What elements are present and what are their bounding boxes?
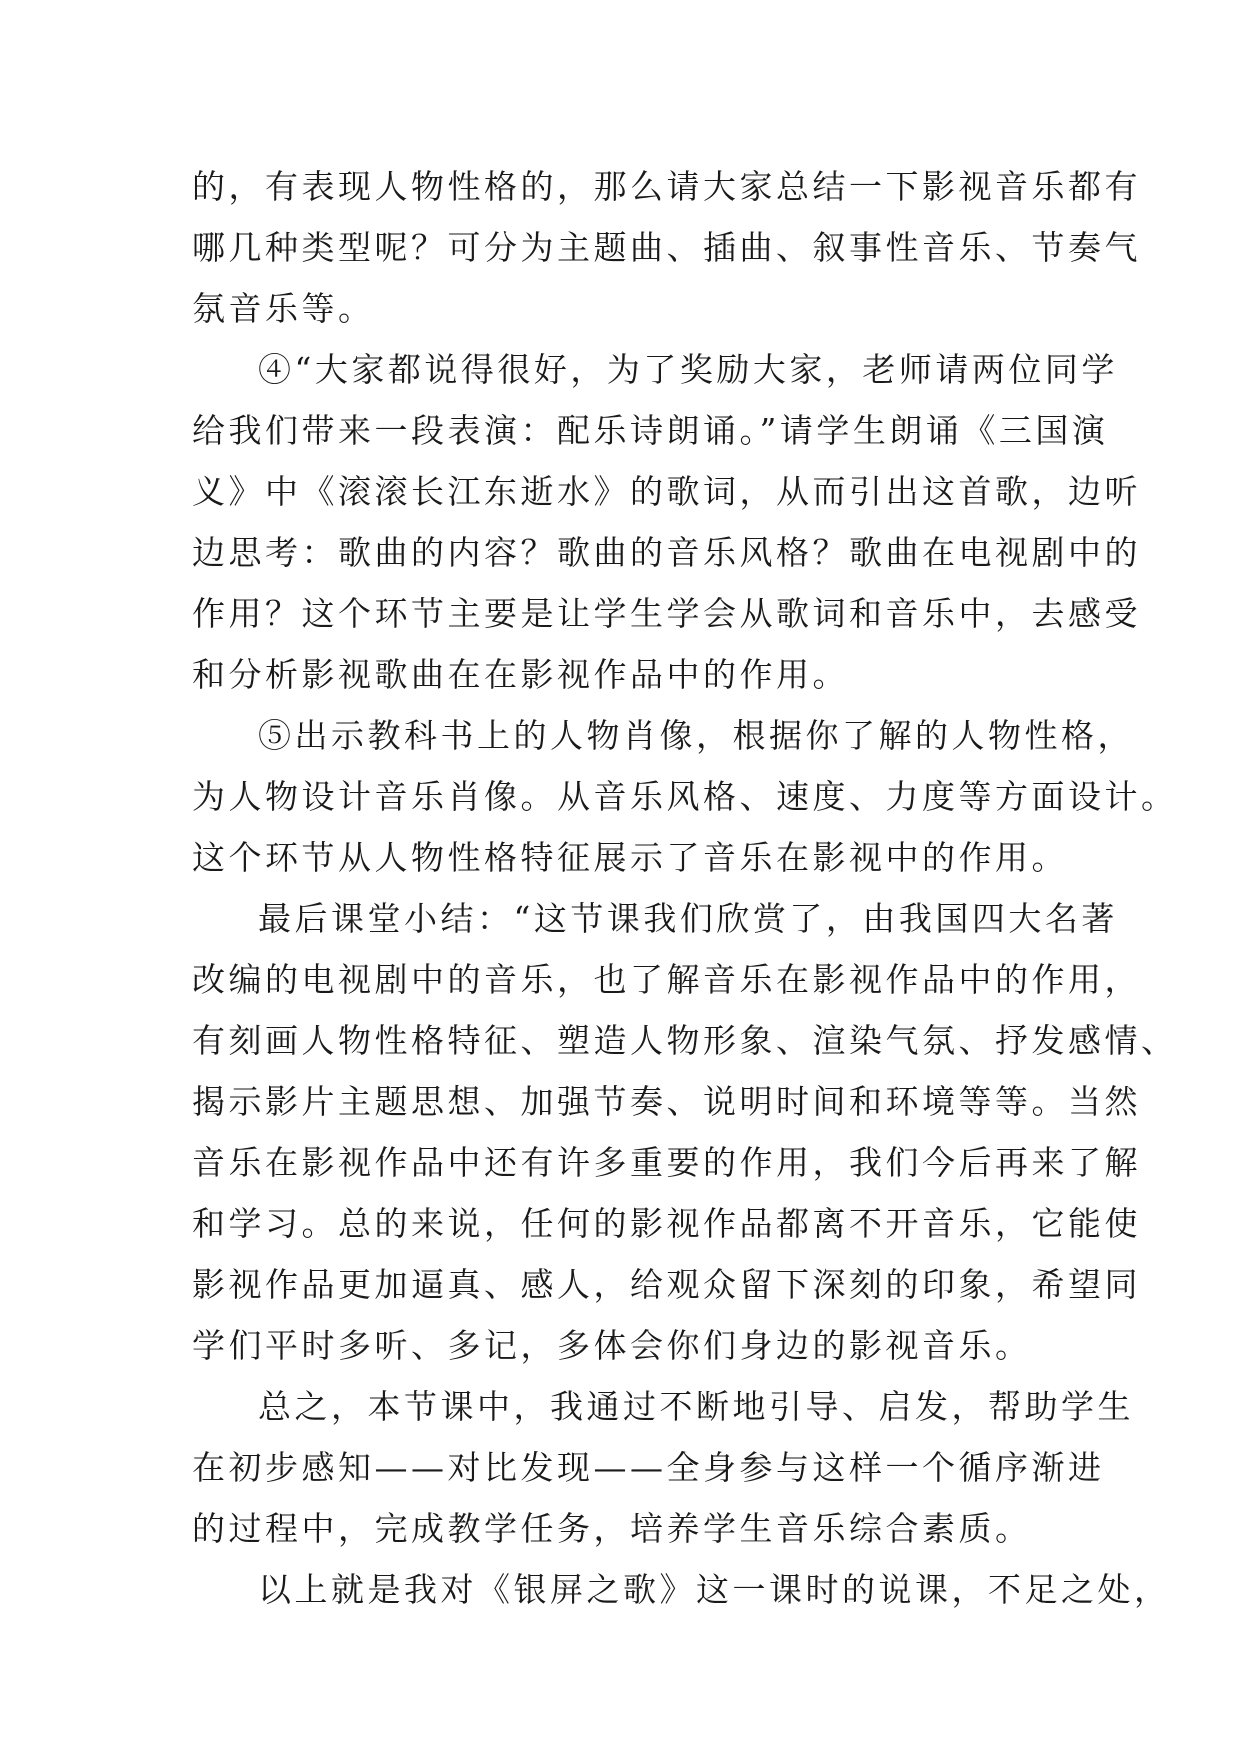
text-line: 改编的电视剧中的音乐，也了解音乐在影视作品中的作用， xyxy=(192,960,1141,999)
text-line: 影视作品更加逼真、感人，给观众留下深刻的印象，希望同 xyxy=(192,1265,1141,1304)
text-line: 学们平时多听、多记，多体会你们身边的影视音乐。 xyxy=(192,1326,1032,1365)
text-line: 音乐在影视作品中还有许多重要的作用，我们今后再来了解 xyxy=(192,1143,1141,1182)
text-line: 在初步感知——对比发现——全身参与这样一个循序渐进 xyxy=(192,1448,1105,1487)
text-line: 义》中《滚滚长江东逝水》的歌词，从而引出这首歌，边听 xyxy=(192,472,1141,511)
text-line: 总之，本节课中，我通过不断地引导、启发，帮助学生 xyxy=(258,1387,1134,1426)
text-line: 氛音乐等。 xyxy=(192,289,375,328)
text-line: 和学习。总的来说，任何的影视作品都离不开音乐，它能使 xyxy=(192,1204,1141,1243)
text-line: 的过程中，完成教学任务，培养学生音乐综合素质。 xyxy=(192,1509,1032,1548)
paragraph-1 xyxy=(192,156,1141,339)
text-line: 作用？这个环节主要是让学生学会从歌词和音乐中，去感受 xyxy=(192,594,1141,633)
text-line: ④“大家都说得很好，为了奖励大家，老师请两位同学 xyxy=(258,350,1118,389)
text-line: 揭示影片主题思想、加强节奏、说明时间和环境等等。当然 xyxy=(192,1082,1141,1121)
paragraph-5 xyxy=(192,1376,1134,1559)
text-line: 这个环节从人物性格特征展示了音乐在影视中的作用。 xyxy=(192,838,1068,877)
paragraph-6 xyxy=(192,1559,1171,1620)
text-line: 为人物设计音乐肖像。从音乐风格、速度、力度等方面设计。 xyxy=(192,777,1178,816)
text-line: 和分析影视歌曲在在影视作品中的作用。 xyxy=(192,655,849,694)
text-line: 边思考：歌曲的内容？歌曲的音乐风格？歌曲在电视剧中的 xyxy=(192,533,1141,572)
text-line: 给我们带来一段表演：配乐诗朗诵。”请学生朗诵《三国演 xyxy=(192,411,1109,450)
paragraph-3 xyxy=(192,705,1178,888)
paragraph-2 xyxy=(192,339,1141,705)
text-line: ⑤出示教科书上的人物肖像，根据你了解的人物性格， xyxy=(258,716,1134,755)
text-line: 的，有表现人物性格的，那么请大家总结一下影视音乐都有 xyxy=(192,167,1141,206)
text-line: 以上就是我对《银屏之歌》这一课时的说课，不足之处， xyxy=(258,1570,1171,1609)
text-line: 哪几种类型呢？可分为主题曲、插曲、叙事性音乐、节奏气 xyxy=(192,228,1141,267)
text-line: 最后课堂小结：“这节课我们欣赏了，由我国四大名著 xyxy=(258,899,1118,938)
text-line: 有刻画人物性格特征、塑造人物形象、渲染气氛、抒发感情、 xyxy=(192,1021,1178,1060)
document-page xyxy=(192,156,1178,1620)
paragraph-4 xyxy=(192,888,1178,1376)
